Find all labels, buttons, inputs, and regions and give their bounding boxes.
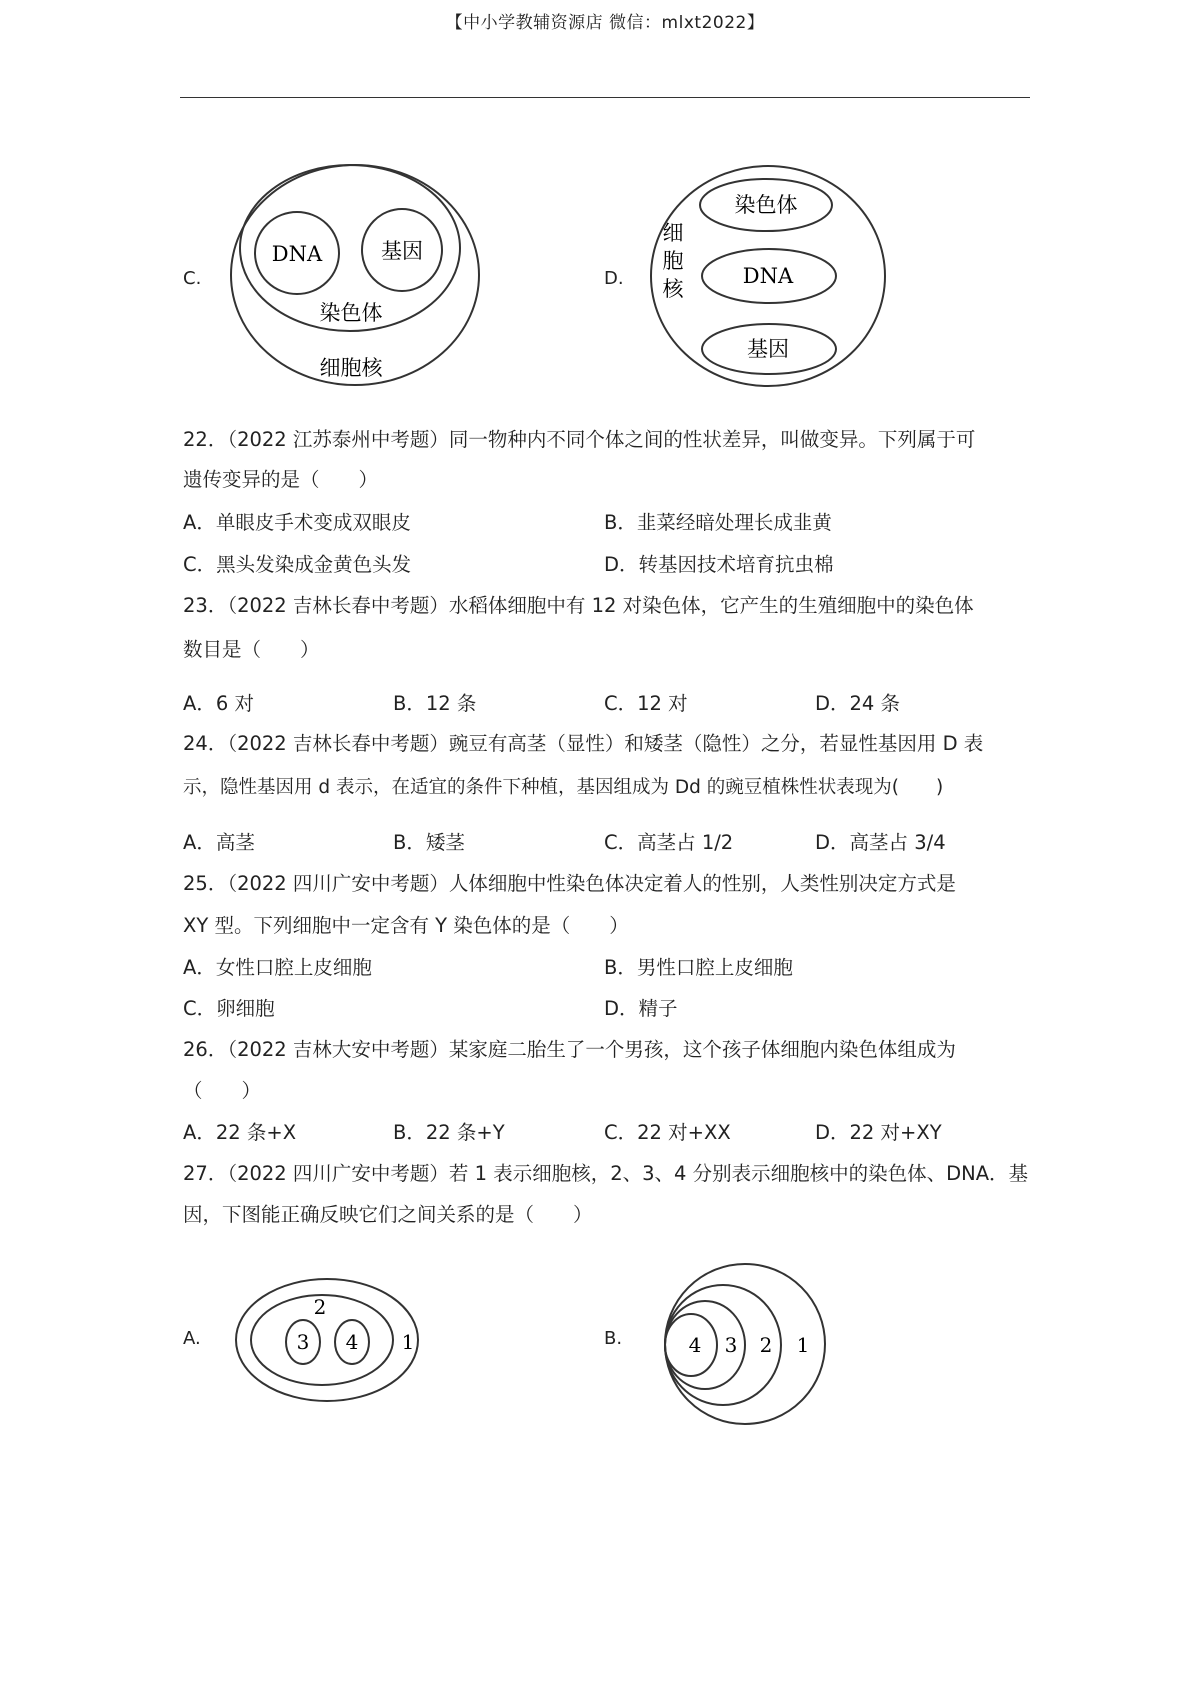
q26-option-a[interactable]: A．22 条+X xyxy=(183,1121,297,1144)
q27-stem-line1: 27．（2022 四川广安中考题）若 1 表示细胞核，2、3、4 分别表示细胞核中的染色体、DNA．基 xyxy=(183,1162,1029,1185)
c-chromosome-label: 染色体 xyxy=(319,301,383,325)
q25-option-d[interactable]: D．精子 xyxy=(604,997,678,1020)
q25-stem-line2: XY 型。下列细胞中一定含有 Y 染色体的是（ ） xyxy=(183,914,629,937)
header-rule xyxy=(180,97,1030,98)
c-gene-label: 基因 xyxy=(381,239,423,263)
q23-option-b[interactable]: B．12 条 xyxy=(393,692,477,715)
d-side-char-1: 细 xyxy=(662,221,684,245)
q26-option-d[interactable]: D．22 对+XY xyxy=(815,1121,942,1144)
q21-diagram-d xyxy=(640,150,900,400)
q23-option-a[interactable]: A．6 对 xyxy=(183,692,254,715)
a-ellipse-1 xyxy=(236,1279,418,1401)
q25-stem-line1: 25．（2022 四川广安中考题）人体细胞中性染色体决定着人的性别，人类性别决定方式是 xyxy=(183,872,956,895)
q22-stem-line1: 22．（2022 江苏泰州中考题）同一物种内不同个体之间的性状差异，叫做变异。下列属于可 xyxy=(183,428,976,451)
page-header: 【中小学教辅资源店 微信：mlxt2022】 xyxy=(445,13,765,33)
q21-option-c-label[interactable]: C. xyxy=(183,268,202,289)
q24-option-a[interactable]: A．高茎 xyxy=(183,831,255,854)
q24-stem-line2: 示，隐性基因用 d 表示，在适宜的条件下种植，基因组成为 Dd 的豌豆植株性状表现为( ) xyxy=(183,777,944,798)
q21-diagram-c xyxy=(215,150,495,400)
q21-option-d-label[interactable]: D. xyxy=(604,268,624,289)
q27-option-a-label[interactable]: A. xyxy=(183,1328,201,1349)
a-label-3: 3 xyxy=(296,1330,310,1354)
q27-diagram-a xyxy=(225,1270,435,1410)
q27-stem-line2: 因，下图能正确反映它们之间关系的是（ ） xyxy=(183,1203,593,1226)
d-gene-label: 基因 xyxy=(747,337,789,361)
c-outer-ellipse xyxy=(231,165,479,385)
q24-option-d[interactable]: D．高茎占 3/4 xyxy=(815,831,946,854)
q25-option-c[interactable]: C．卵细胞 xyxy=(183,997,275,1020)
q23-option-c[interactable]: C．12 对 xyxy=(604,692,688,715)
q24-stem-line1: 24．（2022 吉林长春中考题）豌豆有高茎（显性）和矮茎（隐性）之分，若显性基因用 D 表 xyxy=(183,732,984,755)
q22-option-c[interactable]: C．黑头发染成金黄色头发 xyxy=(183,553,412,576)
c-nucleus-label: 细胞核 xyxy=(319,356,383,380)
q23-stem-line1: 23．（2022 吉林长春中考题）水稻体细胞中有 12 对染色体，它产生的生殖细胞中的染色体 xyxy=(183,594,974,617)
b-label-3: 3 xyxy=(724,1333,738,1357)
b-label-2: 2 xyxy=(759,1333,773,1357)
q22-option-d[interactable]: D．转基因技术培育抗虫棉 xyxy=(604,553,834,576)
q25-option-b[interactable]: B．男性口腔上皮细胞 xyxy=(604,956,793,979)
q24-option-c[interactable]: C．高茎占 1/2 xyxy=(604,831,734,854)
d-side-char-3: 核 xyxy=(662,277,684,301)
q22-option-b[interactable]: B．韭菜经暗处理长成韭黄 xyxy=(604,511,832,534)
b-label-1: 1 xyxy=(796,1333,810,1357)
q24-option-b[interactable]: B．矮茎 xyxy=(393,831,465,854)
d-side-char-2: 胞 xyxy=(662,249,684,273)
q26-option-b[interactable]: B．22 条+Y xyxy=(393,1121,505,1144)
a-label-1: 1 xyxy=(401,1330,415,1354)
q22-stem-line2: 遗传变异的是（ ） xyxy=(183,468,379,491)
a-label-2: 2 xyxy=(313,1295,327,1319)
b-label-4: 4 xyxy=(688,1333,702,1357)
q23-option-d[interactable]: D．24 条 xyxy=(815,692,901,715)
d-chromosome-label: 染色体 xyxy=(734,193,798,217)
q26-stem-line2: （ ） xyxy=(183,1079,262,1102)
q27-diagram-b xyxy=(655,1255,835,1430)
q26-option-c[interactable]: C．22 对+XX xyxy=(604,1121,731,1144)
a-label-4: 4 xyxy=(345,1330,359,1354)
q27-option-b-label[interactable]: B. xyxy=(604,1328,623,1349)
q26-stem-line1: 26．（2022 吉林大安中考题）某家庭二胎生了一个男孩，这个孩子体细胞内染色体组成为 xyxy=(183,1038,956,1061)
q22-option-a[interactable]: A．单眼皮手术变成双眼皮 xyxy=(183,511,411,534)
c-dna-label: DNA xyxy=(271,242,323,266)
d-dna-label: DNA xyxy=(742,264,794,288)
q25-option-a[interactable]: A．女性口腔上皮细胞 xyxy=(183,956,372,979)
q23-stem-line2: 数目是（ ） xyxy=(183,638,320,661)
